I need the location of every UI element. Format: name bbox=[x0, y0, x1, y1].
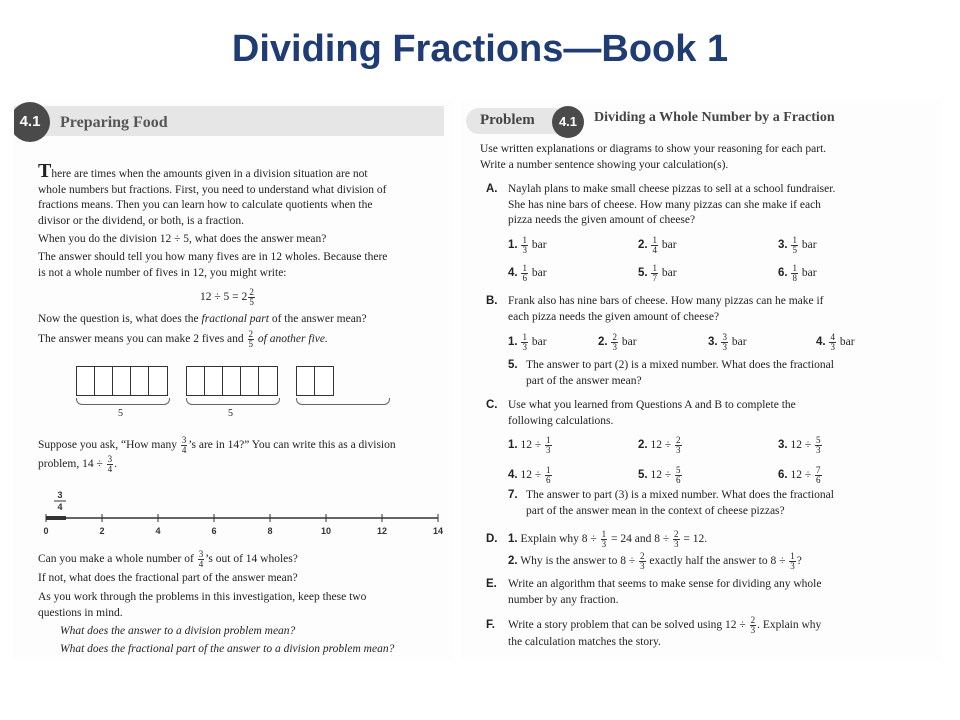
reminder-line: As you work through the problems in this investigation, keep these two bbox=[38, 591, 367, 603]
fraction: $\frac{3}{4}$ bbox=[107, 454, 113, 474]
intro-line: whole numbers but fractions. First, you need to understand what division of bbox=[38, 183, 387, 196]
instruction-line: Write a number sentence showing your calculation(s). bbox=[480, 158, 729, 171]
number-line-tick-label: 14 bbox=[432, 526, 444, 536]
number-line-tick-label: 4 bbox=[155, 526, 161, 536]
part-label: D. bbox=[486, 533, 498, 545]
lesson-badge: 4.1 bbox=[14, 102, 50, 142]
question-text: When you do the division 12 ÷ 5, what does the answer mean? bbox=[38, 233, 327, 245]
c-item: 2. 12 ÷ $\frac{2}{3}$ bbox=[638, 435, 681, 455]
part-a-line: She has nine bars of cheese. How many pizzas can she make if each bbox=[508, 198, 821, 211]
fraction: $\frac{2}{5}$ bbox=[248, 329, 254, 349]
right-textbook-page bbox=[462, 100, 942, 660]
intro-line: here are times when the amounts given in a division situation are not bbox=[51, 168, 368, 180]
question-text: Now the question is, what does the fractional part of the answer mean? bbox=[38, 313, 367, 325]
fraction: $\frac{2}{5}$ bbox=[249, 287, 254, 307]
intro-line: divisor or the dividend, or both, is a fraction. bbox=[38, 214, 245, 227]
b-item: 3. $\frac{3}{3}$ bar bbox=[708, 332, 747, 352]
part-label: F. bbox=[486, 619, 495, 631]
instructions bbox=[480, 142, 826, 173]
item-number: 7. bbox=[508, 489, 518, 501]
fraction: $\frac{3}{4}$ bbox=[181, 435, 187, 455]
part-a-line: pizza needs the given amount of cheese? bbox=[508, 214, 696, 226]
c-item: 5. 12 ÷ $\frac{5}{6}$ bbox=[638, 465, 681, 485]
b-item: 4. $\frac{4}{3}$ bar bbox=[816, 332, 855, 352]
number-line-tick-label: 8 bbox=[267, 526, 273, 536]
a-item: 1. $\frac{1}{3}$ bar bbox=[508, 235, 547, 255]
part-f-line: the calculation matches the story. bbox=[508, 636, 661, 648]
number-line-tick-label: 6 bbox=[211, 526, 217, 536]
slide-title: Dividing Fractions—Book 1 bbox=[231, 28, 729, 70]
equation-text: 12 ÷ 5 = 2 bbox=[200, 291, 248, 304]
c-item: 4. 12 ÷ $\frac{1}{6}$ bbox=[508, 465, 551, 485]
partial-group-box bbox=[296, 366, 334, 396]
c7-line: The answer to part (3) is a mixed number. What does the fractional bbox=[526, 489, 834, 501]
group-brace bbox=[296, 398, 390, 405]
guiding-question: What does the fractional part of the answer to a division problem mean? bbox=[60, 643, 395, 655]
answer-line: is not a whole number of fives in 12, you might write: bbox=[38, 266, 287, 279]
a-item: 5. $\frac{1}{7}$ bar bbox=[638, 263, 677, 283]
c7-line: part of the answer mean in the context of cheese pizzas? bbox=[526, 504, 785, 517]
item-number: 5. bbox=[508, 359, 518, 371]
a-item: 4. $\frac{1}{6}$ bar bbox=[508, 263, 547, 283]
number-line-tick-label: 0 bbox=[43, 526, 49, 536]
reminder-line: questions in mind. bbox=[38, 606, 123, 619]
part-c-line: following calculations. bbox=[508, 414, 614, 427]
part-b-line: each pizza needs the given amount of cheese? bbox=[508, 310, 720, 323]
number-line-tick-label: 10 bbox=[320, 526, 332, 536]
question-text: Can you make a whole number of $\frac{3}{4}$ ’s out of 14 wholes? bbox=[38, 549, 298, 569]
d2-text: 2. Why is the answer to 8 ÷ $\frac{2}{3}$ exactly half the answer to 8 ÷ $\frac{1}{3}$ ? bbox=[508, 551, 802, 571]
part-b-text bbox=[508, 294, 824, 325]
d1-text: 1. Explain why 8 ÷ $\frac{1}{3}$ = 24 and 8 ÷ $\frac{2}{3}$ = 12. bbox=[508, 529, 708, 549]
left-textbook-page bbox=[14, 100, 454, 660]
part-a-line: Naylah plans to make small cheese pizzas to sell at a school fundraiser. bbox=[508, 183, 836, 195]
answer-text: The answer means you can make 2 fives and $\frac{2}{5}$ of another five. bbox=[38, 329, 328, 349]
fraction: $\frac{3}{4}$ bbox=[198, 549, 204, 569]
number-line bbox=[34, 488, 454, 538]
fives-group-box bbox=[186, 366, 278, 396]
three-quarter-segment bbox=[46, 516, 66, 520]
a-item: 2. $\frac{1}{4}$ bar bbox=[638, 235, 677, 255]
number-line-tick-label: 12 bbox=[376, 526, 388, 536]
part-f-text: Write a story problem that can be solved using 12 ÷ $\frac{2}{3}$ . Explain why the calculation matches the story. bbox=[508, 616, 821, 651]
intro-line: fractions means. Then you can learn how to calculate quotients when the bbox=[38, 199, 373, 211]
a-item: 6. $\frac{1}{8}$ bar bbox=[778, 263, 817, 283]
group-brace bbox=[186, 398, 280, 405]
suppose-paragraph: Suppose you ask, “How many $\frac{3}{4}$ ’s are in 14?” You can write this as a division problem, 14 ÷ $\frac{3}{4}$ . bbox=[38, 435, 396, 474]
question-text: If not, what does the fractional part of the answer mean? bbox=[38, 572, 298, 584]
answer-paragraph bbox=[38, 250, 387, 281]
c-item: 3. 12 ÷ $\frac{5}{3}$ bbox=[778, 435, 821, 455]
c-item: 1. 12 ÷ $\frac{1}{3}$ bbox=[508, 435, 551, 455]
b5-line: The answer to part (2) is a mixed number. What does the fractional bbox=[526, 359, 834, 371]
brace-label: 5 bbox=[228, 408, 233, 419]
part-label: E. bbox=[486, 578, 497, 590]
a-item: 3. $\frac{1}{5}$ bar bbox=[778, 235, 817, 255]
part-c-line: Use what you learned from Questions A and B to complete the bbox=[508, 399, 796, 411]
fives-group-box bbox=[76, 366, 168, 396]
answer-line: The answer should tell you how many fives are in 12 wholes. Because there bbox=[38, 251, 388, 263]
part-e-line: Write an algorithm that seems to make sense for dividing any whole bbox=[508, 578, 822, 590]
b5-line: part of the answer mean? bbox=[526, 374, 642, 387]
reminder-paragraph bbox=[38, 590, 366, 621]
part-e-line: number by any fraction. bbox=[508, 593, 619, 606]
b5-text bbox=[526, 358, 834, 389]
part-label: B. bbox=[486, 295, 498, 307]
problem-heading: Dividing a Whole Number by a Fraction bbox=[594, 110, 835, 125]
instruction-line: Use written explanations or diagrams to show your reasoning for each part. bbox=[480, 143, 827, 155]
equation bbox=[200, 288, 256, 307]
part-c-text bbox=[508, 398, 796, 429]
problem-badge: 4.1 bbox=[552, 106, 584, 138]
part-label: A. bbox=[486, 183, 498, 195]
intro-paragraph bbox=[38, 160, 387, 229]
part-label: C. bbox=[486, 399, 498, 411]
brace-label: 5 bbox=[118, 408, 123, 419]
intro-dropcap: T bbox=[38, 160, 52, 182]
c-item: 6. 12 ÷ $\frac{7}{6}$ bbox=[778, 465, 821, 485]
group-brace bbox=[76, 398, 170, 405]
marker-numerator: 3 bbox=[57, 490, 63, 500]
c7-text bbox=[526, 488, 834, 519]
part-a-text bbox=[508, 182, 835, 229]
b-item: 2. $\frac{2}{3}$ bar bbox=[598, 332, 637, 352]
number-line-tick-label: 2 bbox=[99, 526, 105, 536]
part-e-text bbox=[508, 577, 821, 608]
left-heading: Preparing Food bbox=[60, 114, 168, 131]
marker-denominator: 4 bbox=[57, 502, 63, 512]
guiding-question: What does the answer to a division problem mean? bbox=[60, 625, 296, 637]
problem-word: Problem bbox=[480, 112, 535, 128]
b-item: 1. $\frac{1}{3}$ bar bbox=[508, 332, 547, 352]
part-b-line: Frank also has nine bars of cheese. How many pizzas can he make if bbox=[508, 295, 824, 307]
